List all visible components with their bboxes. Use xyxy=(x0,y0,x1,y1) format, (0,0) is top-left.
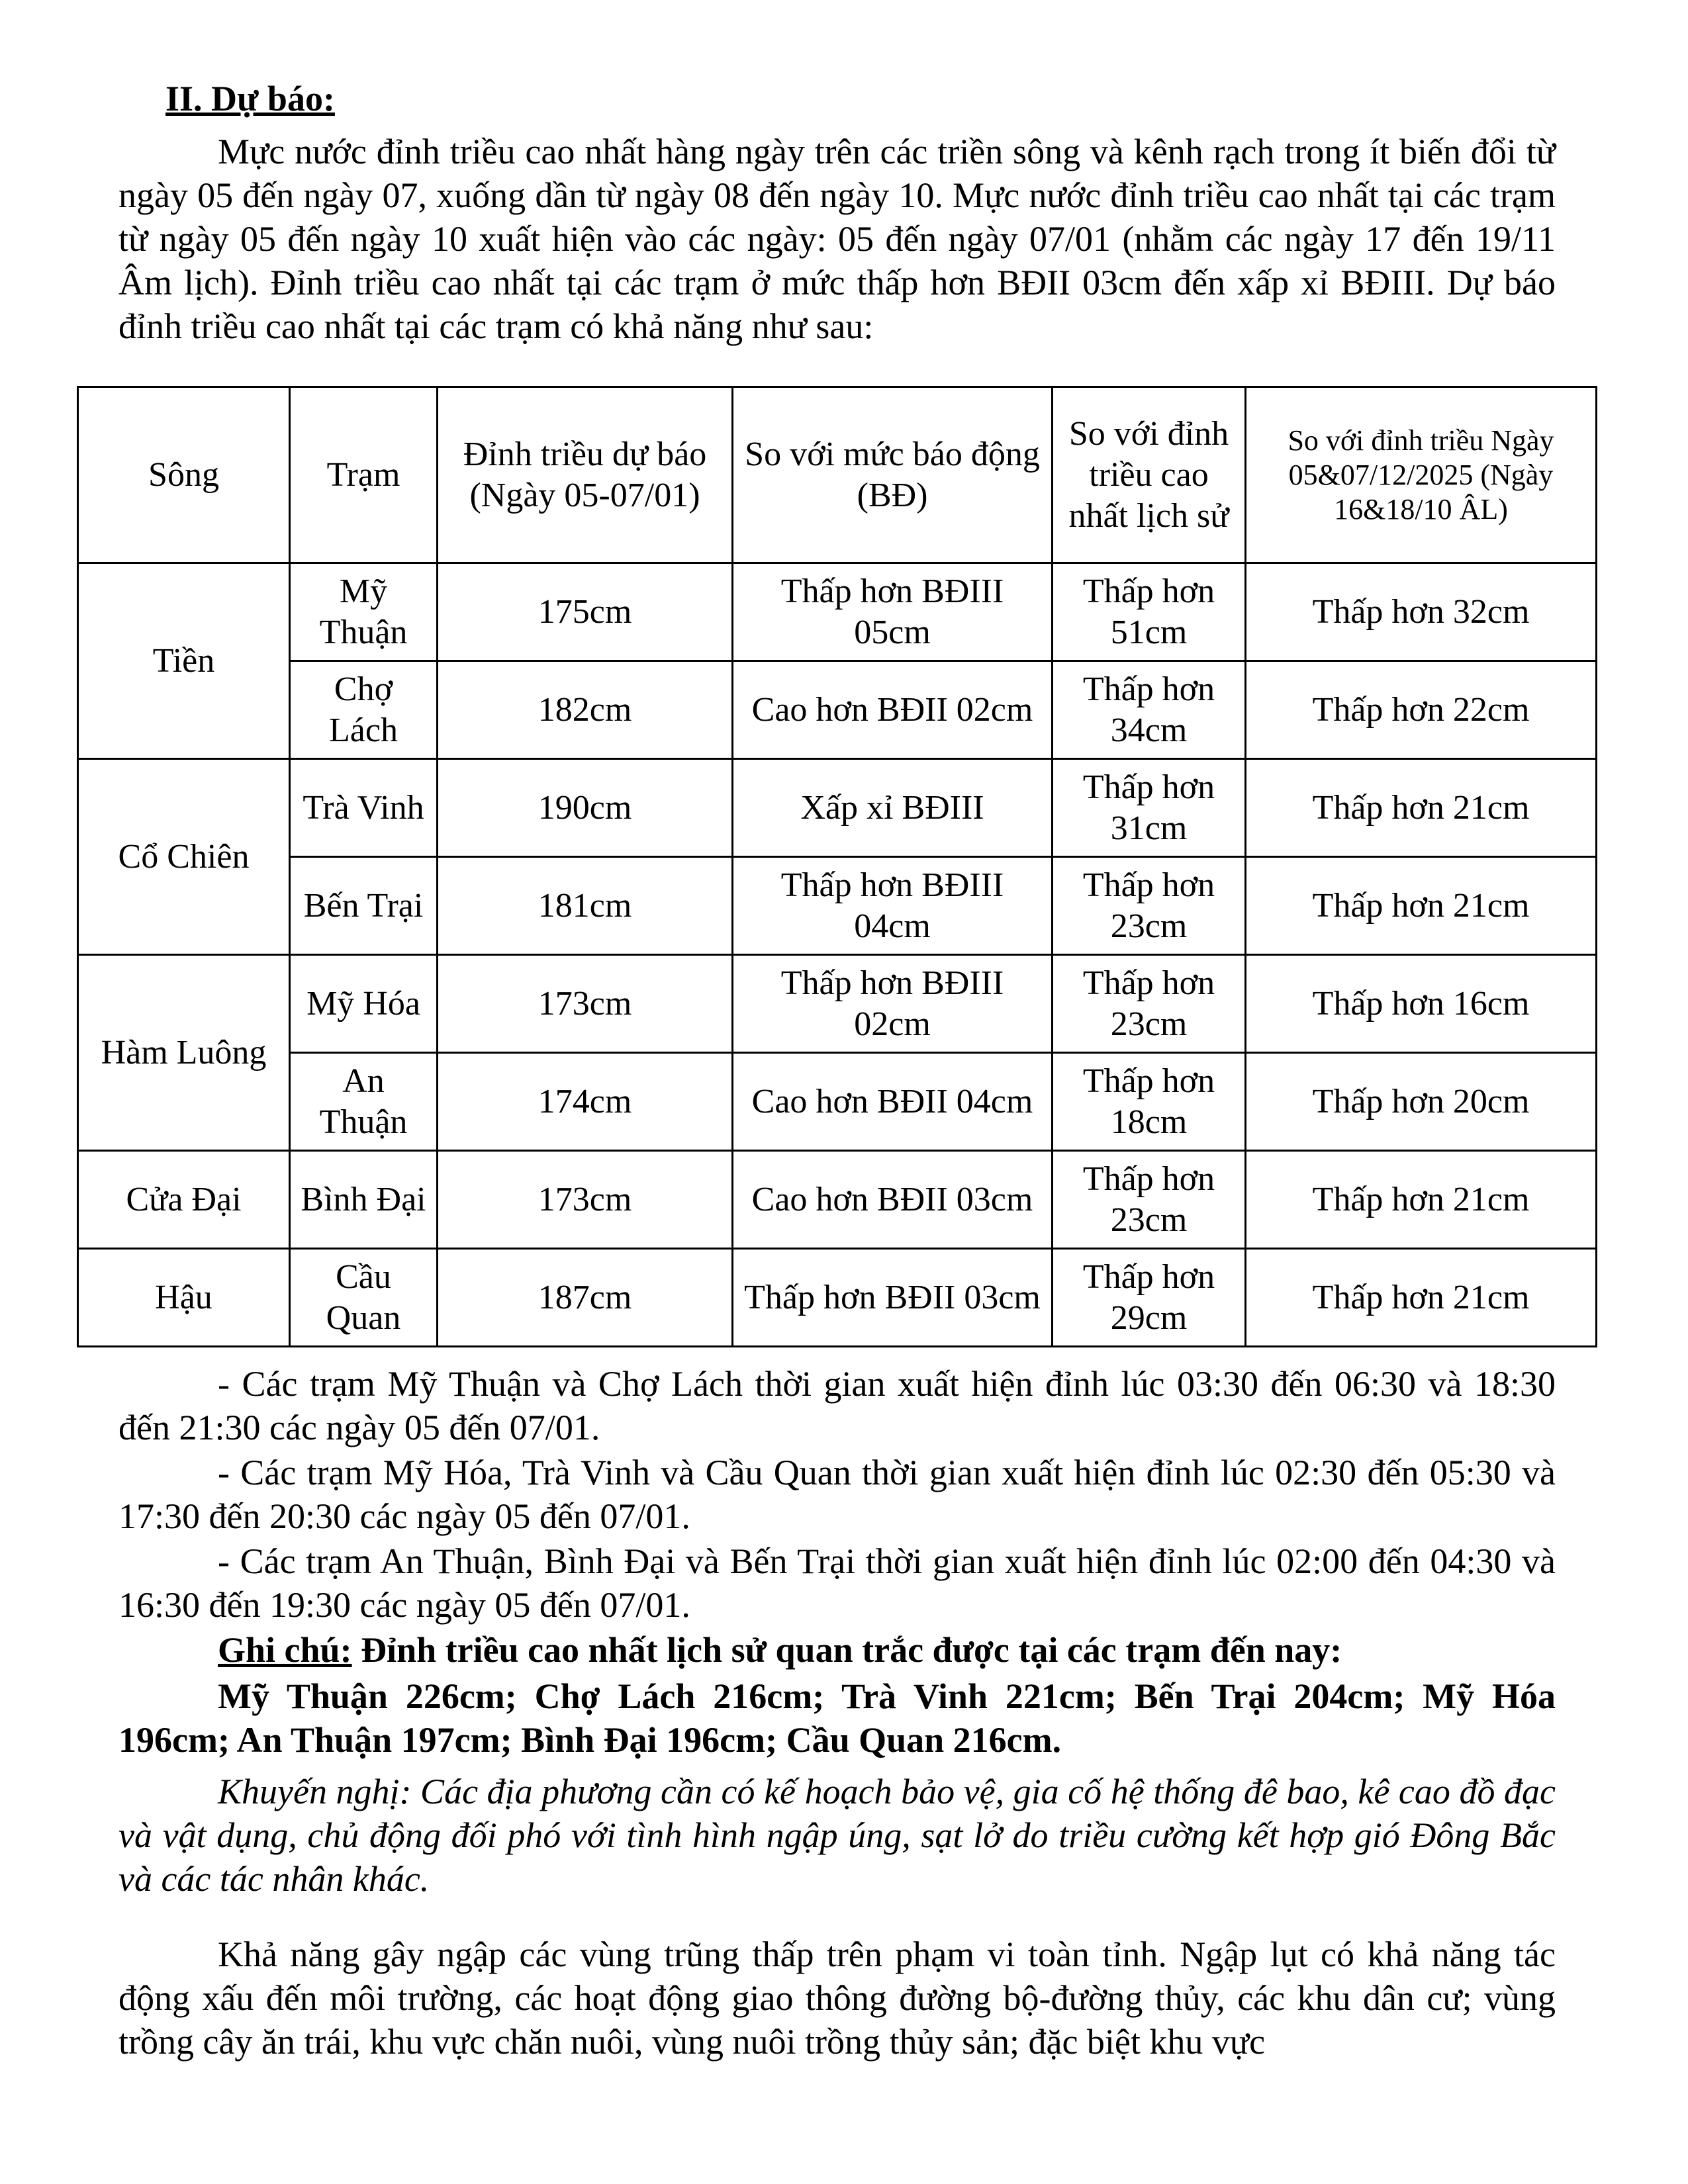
river-cell: Tiền xyxy=(78,563,290,759)
header-vs-previous: So với đỉnh triều Ngày 05&07/12/2025 (Ngày 16&18/10 ÂL) xyxy=(1246,387,1597,563)
note-paragraph: - Các trạm Mỹ Thuận và Chợ Lách thời gian xuất hiện đỉnh lúc 03:30 đến 06:30 và 18:30 đến 21:30 các ngày 05 đến 07/01. xyxy=(118,1364,1556,1447)
forecast-cell: 173cm xyxy=(438,1151,733,1249)
vs-record-cell: Thấp hơn 23cm xyxy=(1053,1151,1246,1249)
vs-record-cell: Thấp hơn 51cm xyxy=(1053,563,1246,661)
header-vs-record: So với đỉnh triều cao nhất lịch sử xyxy=(1053,387,1246,563)
forecast-cell: 174cm xyxy=(438,1053,733,1151)
table-row xyxy=(78,661,1597,759)
station-cell: Chợ Lách xyxy=(290,661,438,759)
header-vs-alarm: So với mức báo động (BĐ) xyxy=(733,387,1053,563)
vs-record-cell: Thấp hơn 34cm xyxy=(1053,661,1246,759)
vs-previous-cell: Thấp hơn 21cm xyxy=(1246,1151,1597,1249)
vs-previous-cell: Thấp hơn 32cm xyxy=(1246,563,1597,661)
vs-record-cell: Thấp hơn 23cm xyxy=(1053,857,1246,955)
tide-forecast-table xyxy=(77,386,1597,1347)
header-station: Trạm xyxy=(290,387,438,563)
vs-previous-cell: Thấp hơn 21cm xyxy=(1246,759,1597,857)
vs-previous-cell: Thấp hơn 21cm xyxy=(1246,857,1597,955)
impact-paragraph: Khả năng gây ngập các vùng trũng thấp trên phạm vi toàn tỉnh. Ngập lụt có khả năng tác động xấu đến môi trường, các hoạt động giao thông đường bộ-đường thủy, các khu dân cư; vùng trồng cây ăn trái, khu vực chăn nuôi, vùng nuôi trồng thủy sản; đặc biệt khu vực xyxy=(118,1934,1556,2062)
recommendation-paragraph: Khuyến nghị: Các địa phương cần có kế hoạch bảo vệ, gia cố hệ thống đê bao, kê cao đồ đạc và vật dụng, chủ động đối phó với tình hình ngập úng, sạt lở do triều cường kết hợp gió Đông Bắc và các tác nhân khác. xyxy=(118,1772,1556,1899)
table-row xyxy=(78,955,1597,1053)
remark-label: Ghi chú: xyxy=(218,1630,352,1670)
table-row xyxy=(78,857,1597,955)
forecast-cell: 182cm xyxy=(438,661,733,759)
vs-record-cell: Thấp hơn 31cm xyxy=(1053,759,1246,857)
vs-previous-cell: Thấp hơn 20cm xyxy=(1246,1053,1597,1151)
station-cell: An Thuận xyxy=(290,1053,438,1151)
vs-alarm-cell: Cao hơn BĐII 02cm xyxy=(733,661,1053,759)
vs-alarm-cell: Cao hơn BĐII 03cm xyxy=(733,1151,1053,1249)
river-cell: Cửa Đại xyxy=(78,1151,290,1249)
header-forecast: Đỉnh triều dự báo (Ngày 05-07/01) xyxy=(438,387,733,563)
vs-alarm-cell: Thấp hơn BĐIII 02cm xyxy=(733,955,1053,1053)
vs-record-cell: Thấp hơn 23cm xyxy=(1053,955,1246,1053)
vs-previous-cell: Thấp hơn 21cm xyxy=(1246,1249,1597,1347)
forecast-cell: 190cm xyxy=(438,759,733,857)
vs-alarm-cell: Thấp hơn BĐII 03cm xyxy=(733,1249,1053,1347)
note-paragraph: - Các trạm An Thuận, Bình Đại và Bến Trại thời gian xuất hiện đỉnh lúc 02:00 đến 04:30 và 16:30 đến 19:30 các ngày 05 đến 07/01. xyxy=(118,1541,1556,1625)
forecast-cell: 173cm xyxy=(438,955,733,1053)
intro-paragraph: Mực nước đỉnh triều cao nhất hàng ngày trên các triền sông và kênh rạch trong ít biến đổi từ ngày 05 đến ngày 07, xuống dần từ ngày 08 đến ngày 10. Mực nước đỉnh triều cao nhất tại các trạm từ ngày 05 đến ngày 10 xuất hiện vào các ngày: 05 đến ngày 07/01 (nhằm các ngày 17 đến 19/11 Âm lịch). Đỉnh triều cao nhất tại các trạm ở mức thấp hơn BĐII 03cm đến xấp xỉ BĐIII. Dự báo đỉnh triều cao nhất tại các trạm có khả năng như sau: xyxy=(118,132,1556,346)
vs-previous-cell: Thấp hơn 16cm xyxy=(1246,955,1597,1053)
station-cell: Bình Đại xyxy=(290,1151,438,1249)
forecast-cell: 175cm xyxy=(438,563,733,661)
station-cell: Cầu Quan xyxy=(290,1249,438,1347)
table-row xyxy=(78,1249,1597,1347)
table-row xyxy=(78,1053,1597,1151)
remark-records: Mỹ Thuận 226cm; Chợ Lách 216cm; Trà Vinh 221cm; Bến Trại 204cm; Mỹ Hóa 196cm; An Thuận 197cm; Bình Đại 196cm; Cầu Quan 216cm. xyxy=(118,1676,1556,1760)
vs-alarm-cell: Thấp hơn BĐIII 05cm xyxy=(733,563,1053,661)
river-cell: Hậu xyxy=(78,1249,290,1347)
station-cell: Mỹ Thuận xyxy=(290,563,438,661)
table-header-row xyxy=(78,387,1597,563)
section-heading: II. Dự báo: xyxy=(165,79,335,118)
table-row xyxy=(78,759,1597,857)
remark-title xyxy=(118,1628,1556,1672)
vs-previous-cell: Thấp hơn 22cm xyxy=(1246,661,1597,759)
station-cell: Bến Trại xyxy=(290,857,438,955)
vs-alarm-cell: Thấp hơn BĐIII 04cm xyxy=(733,857,1053,955)
forecast-cell: 181cm xyxy=(438,857,733,955)
table-row xyxy=(78,563,1597,661)
vs-record-cell: Thấp hơn 29cm xyxy=(1053,1249,1246,1347)
station-cell: Mỹ Hóa xyxy=(290,955,438,1053)
river-cell: Cổ Chiên xyxy=(78,759,290,955)
vs-alarm-cell: Cao hơn BĐII 04cm xyxy=(733,1053,1053,1151)
remark-title-text: Đỉnh triều cao nhất lịch sử quan trắc được tại các trạm đến nay: xyxy=(352,1630,1342,1670)
forecast-cell: 187cm xyxy=(438,1249,733,1347)
vs-alarm-cell: Xấp xỉ BĐIII xyxy=(733,759,1053,857)
river-cell: Hàm Luông xyxy=(78,955,290,1151)
header-river: Sông xyxy=(78,387,290,563)
note-paragraph: - Các trạm Mỹ Hóa, Trà Vinh và Cầu Quan thời gian xuất hiện đỉnh lúc 02:30 đến 05:30 và 17:30 đến 20:30 các ngày 05 đến 07/01. xyxy=(118,1453,1556,1536)
station-cell: Trà Vinh xyxy=(290,759,438,857)
table-row xyxy=(78,1151,1597,1249)
vs-record-cell: Thấp hơn 18cm xyxy=(1053,1053,1246,1151)
